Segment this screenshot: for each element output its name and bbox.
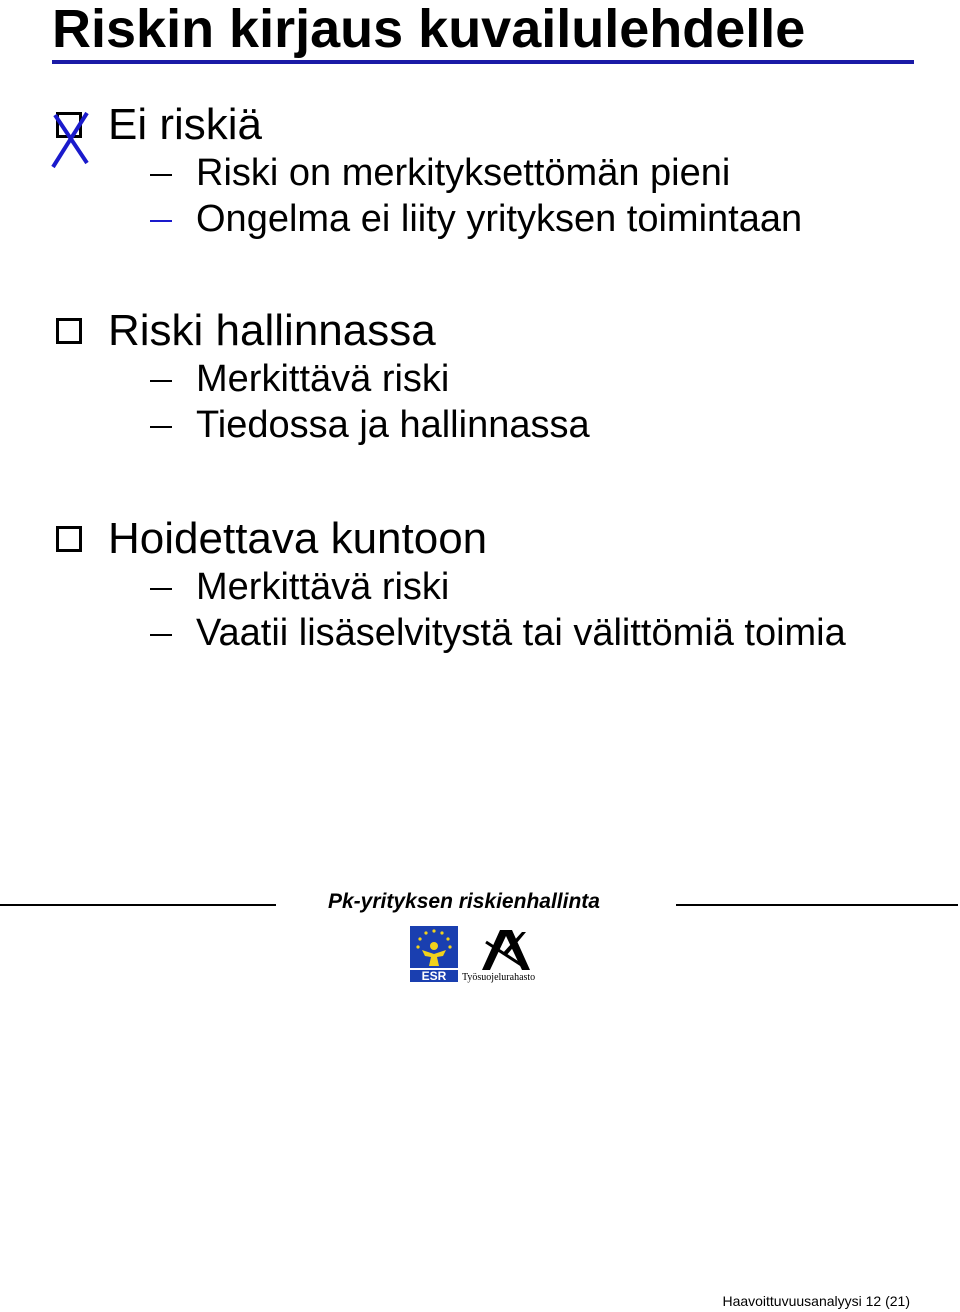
dash-bullet — [150, 174, 172, 176]
section-heading: Ei riskiä — [108, 100, 263, 149]
checkbox-unchecked[interactable] — [56, 318, 82, 344]
dash-bullet — [150, 588, 172, 590]
list-item-text: Tiedossa ja hallinnassa — [196, 404, 590, 446]
list-item-text: Merkittävä riski — [196, 566, 450, 608]
tyosuojelurahasto-logo-text: Työsuojelurahasto — [462, 972, 536, 983]
checkmark-cross-icon — [51, 111, 95, 171]
dash-bullet — [150, 220, 172, 222]
section-heading: Riski hallinnassa — [108, 306, 436, 355]
list-item-text: Merkittävä riski — [196, 358, 450, 400]
esr-logo-text: ESR — [421, 969, 447, 982]
dash-bullet — [150, 380, 172, 382]
esr-logo-icon — [410, 926, 458, 982]
checkbox-unchecked[interactable] — [56, 526, 82, 552]
title-underline — [52, 60, 914, 64]
list-item-text: Riski on merkityksettömän pieni — [196, 152, 731, 194]
list-item-text: Ongelma ei liity yrityksen toimintaan — [196, 198, 803, 240]
footer-rule-left — [0, 904, 276, 906]
dash-bullet — [150, 426, 172, 428]
footer-rule-right — [676, 904, 958, 906]
footer-title: Pk-yrityksen riskienhallinta — [328, 890, 600, 913]
page-title: Riskin kirjaus kuvailulehdelle — [52, 0, 806, 59]
dash-bullet — [150, 634, 172, 636]
checkbox-checked[interactable] — [56, 112, 82, 138]
section-heading: Hoidettava kuntoon — [108, 514, 488, 563]
page-number-label: Haavoittuvuusanalyysi 12 (21) — [722, 1293, 910, 1309]
list-item-text: Vaatii lisäselvitystä tai välittömiä toimia — [196, 612, 846, 654]
